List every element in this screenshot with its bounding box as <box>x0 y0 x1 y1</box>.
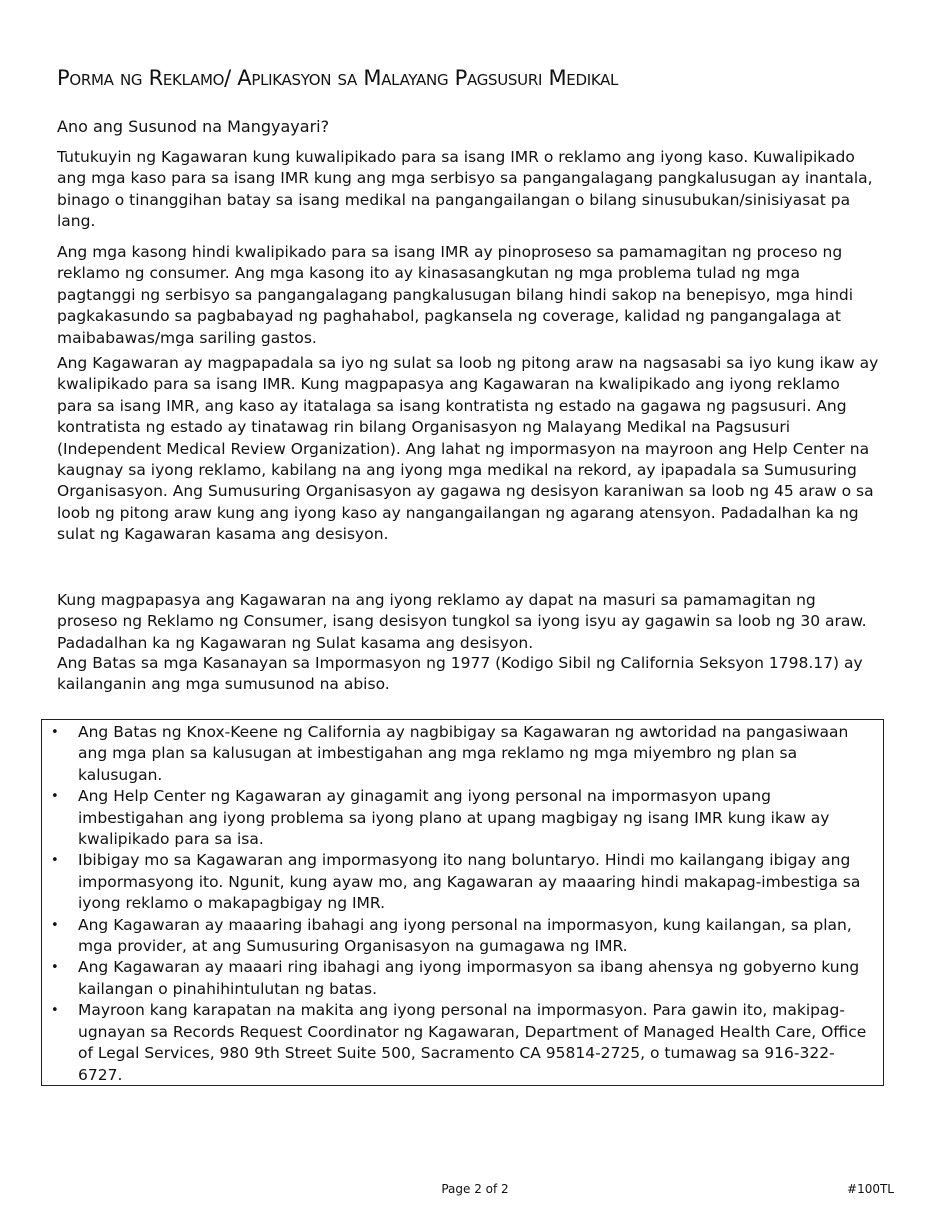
form-code: #100TL <box>847 1182 894 1196</box>
notice-text: Ang Kagawaran ay maaari ring ibahagi ang iyong impormasyon sa ibang ahensya ng gobyerno kung kailangan o pinahihintulutan ng batas. <box>78 958 860 998</box>
paragraph-complaint-decision: Kung magpapasya ang Kagawaran na ang iyong reklamo ay dapat na masuri sa pamamagitan ng proseso ng Reklamo ng Consumer, isang desisyon tungkol sa iyong isyu ay gagawin sa loob ng 30 araw. Padadalhan ka ng Kagawaran ng Sulat kasama ang desisyon. <box>57 591 867 652</box>
paragraph-consumer-complaint: Ang mga kasong hindi kwalipikado para sa isang IMR ay pinoproseso sa pamamagitan ng proceso ng reklamo ng consumer. Ang mga kasong ito ay kinasasangkutan ng mga problema tulad ng mga pagtanggi ng serbisyo sa pangangalagang pangkalusugan bilang hindi sakop na benepisyo, mga hindi pagkakasundo sa pagbabayad ng paghahabol, pagkansela ng coverage, kalidad ng pangangalaga at maibabawas/mga sariling gastos. <box>57 243 854 347</box>
page-number: Page 2 of 2 <box>441 1182 509 1196</box>
notice-text: Mayroon kang karapatan na makita ang iyong personal na impormasyon. Para gawin ito, makipag-ugnayan sa Records Request Coordinator ng Kagawaran, Department of Managed Health Care, Office of Legal Services, 980 9th Street Suite 500, Sacramento CA 95814-2725, o tumawag sa 916-322-6727. <box>78 1001 867 1084</box>
bullet-icon: • <box>51 1003 59 1019</box>
privacy-notice-list <box>42 722 883 1086</box>
list-item <box>42 850 883 914</box>
bullet-icon: • <box>51 960 59 976</box>
notice-text: Ang Kagawaran ay maaaring ibahagi ang iyong personal na impormasyon, kung kailangan, sa plan, mga provider, at ang Sumusuring Organisasyon na gumagawa ng IMR. <box>78 915 852 956</box>
bullet-icon: • <box>51 917 59 933</box>
notice-text: Ang Help Center ng Kagawaran ay ginagamit ang iyong personal na impormasyon upang imbestigahan ang iyong problema sa iyong plano at upang magbigay ng isang IMR kung ikaw ay kwalipikado para sa isa. <box>78 787 830 849</box>
form-title: Porma ng Reklamo/ Aplikasyon sa Malayang Pagsusuri Medikal <box>57 66 619 90</box>
paragraph-imr-process: Ang Kagawaran ay magpapadala sa iyo ng sulat sa loob ng pitong araw na nagsasabi sa iyo kung ikaw ay kwalipikado para sa isang IMR. Kung magpapasya ang Kagawaran na kwalipikado ang iyong reklamo para sa isang IMR, ang kaso ay itatalaga sa isang kontratista ng estado na gagawa ng pagsusuri. Ang kontratista ng estado ay tinatawag rin bilang Organisasyon ng Malayang Medikal na Pagsusuri (Independent Medical Review Organization). Ang lahat ng impormasyon na mayroon ang Help Center na kaugnay sa iyong reklamo, kabilang na ang iyong mga medikal na rekord, ay ipapadala sa Sumusuring Organisasyon. Ang Sumusuring Organisasyon ay gagawa ng desisyon karaniwan sa loob ng 45 araw o sa loob ng pitong araw kung ang iyong kaso ay nangangailangan ng agarang atensyon. Padadalhan ka ng sulat ng Kagawaran kasama ang desisyon. <box>57 354 879 544</box>
paragraph-eligibility: Tutukuyin ng Kagawaran kung kuwalipikado para sa isang IMR o reklamo ang iyong kaso. Kuwalipikado ang mga kaso para sa isang IMR kung ang mga serbisyo sa pangangalagang pangkalusugan ay inantala, binago o tinanggihan batay sa isang medikal na pangangailangan o bilang sinusubukan/sinisiyasat pa lang. <box>57 148 873 231</box>
list-item <box>42 957 883 1000</box>
notice-text: Ibibigay mo sa Kagawaran ang impormasyong ito nang boluntaryo. Hindi mo kailangang ibigay ang impormasyong ito. Ngunit, kung ayaw mo, ang Kagawaran ay maaaring hindi makapag-imbestiga sa iyong reklamo o makapagbigay ng IMR. <box>78 851 861 913</box>
list-item <box>42 915 883 958</box>
bullet-icon: • <box>51 853 59 869</box>
bullet-icon: • <box>51 725 59 740</box>
bullet-icon: • <box>51 789 59 805</box>
notice-text: Ang Batas ng Knox-Keene ng California ay nagbibigay sa Kagawaran ng awtoridad na pangasiwaan ang mga plan sa kalusugan at imbestigahan ang mga reklamo ng mga miyembro ng plan sa kalusugan. <box>78 723 849 784</box>
privacy-notice-box <box>41 719 884 1086</box>
list-item <box>42 722 883 786</box>
paragraph-privacy-act: Ang Batas sa mga Kasanayan sa Impormasyon ng 1977 (Kodigo Sibil ng California Seksyon 1798.17) ay kailanganin ang mga sumusunod na abiso. <box>57 654 863 694</box>
list-item <box>42 1000 883 1086</box>
list-item <box>42 786 883 850</box>
section-heading: Ano ang Susunod na Mangyayari? <box>57 117 330 136</box>
